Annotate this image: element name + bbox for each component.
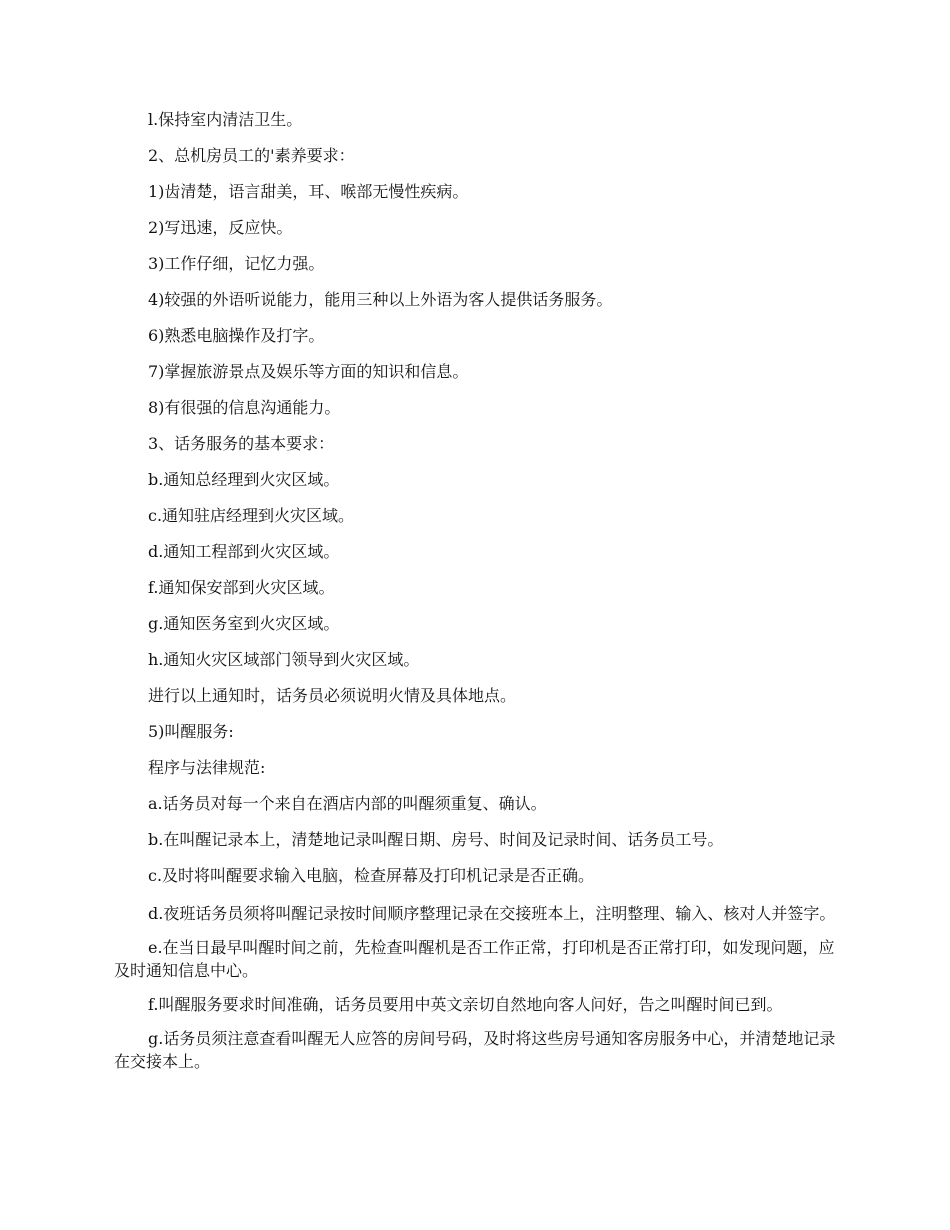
paragraph-22: c.及时将叫醒要求输入电脑，检查屏幕及打印机记录是否正确。 <box>148 866 595 885</box>
paragraph-11: b.通知总经理到火灾区域。 <box>148 470 340 489</box>
paragraph-21: b.在叫醒记录本上，清楚地记录叫醒日期、房号、时间及记录时间、话务员工号。 <box>148 830 724 849</box>
paragraph-26: g.话务员须注意查看叫醒无人应答的房间号码，及时将这些房号通知客房服务中心，并清楚地记录在交接本上。 <box>114 1029 836 1071</box>
paragraph-4: 2)写迅速，反应快。 <box>148 218 293 237</box>
paragraph-18: 5)叫醒服务: <box>148 722 234 741</box>
paragraph-1: l.保持室内清洁卫生。 <box>148 110 303 129</box>
paragraph-3: 1)齿清楚，语言甜美，耳、喉部无慢性疾病。 <box>148 182 469 201</box>
paragraph-10: 3、话务服务的基本要求： <box>148 434 335 453</box>
paragraph-12: c.通知驻店经理到火灾区域。 <box>148 506 355 525</box>
paragraph-2: 2、总机房员工的'素养要求： <box>148 146 355 165</box>
paragraph-16: h.通知火灾区域部门领导到火灾区域。 <box>148 650 420 669</box>
paragraph-25: f.叫醒服务要求时间准确，话务员要用中英文亲切自然地向客人问好，告之叫醒时间已到。 <box>148 995 783 1014</box>
paragraph-5: 3)工作仔细，记忆力强。 <box>148 254 325 273</box>
paragraph-7: 6)熟悉电脑操作及打字。 <box>148 326 325 345</box>
paragraph-6: 4)较强的外语听说能力，能用三种以上外语为客人提供话务服务。 <box>148 290 613 309</box>
document-body <box>114 110 836 1084</box>
paragraph-19: 程序与法律规范: <box>148 758 266 777</box>
paragraph-24: e.在当日最早叫醒时间之前，先检查叫醒机是否工作正常，打印机是否正常打印，如发现问题，应及时通知信息中心。 <box>114 938 835 980</box>
paragraph-9: 8)有很强的信息沟通能力。 <box>148 398 341 417</box>
paragraph-23: d.夜班话务员须将叫醒记录按时间顺序整理记录在交接班本上，注明整理、输入、核对人并签字。 <box>148 904 836 923</box>
paragraph-8: 7)掌握旅游景点及娱乐等方面的知识和信息。 <box>148 362 469 381</box>
paragraph-14: f.通知保安部到火灾区域。 <box>148 578 335 597</box>
paragraph-15: g.通知医务室到火灾区域。 <box>148 614 340 633</box>
paragraph-20: a.话务员对每一个来自在酒店内部的叫醒须重复、确认。 <box>148 794 547 813</box>
paragraph-17: 进行以上通知时，话务员必须说明火情及具体地点。 <box>148 686 517 705</box>
paragraph-13: d.通知工程部到火灾区域。 <box>148 542 340 561</box>
